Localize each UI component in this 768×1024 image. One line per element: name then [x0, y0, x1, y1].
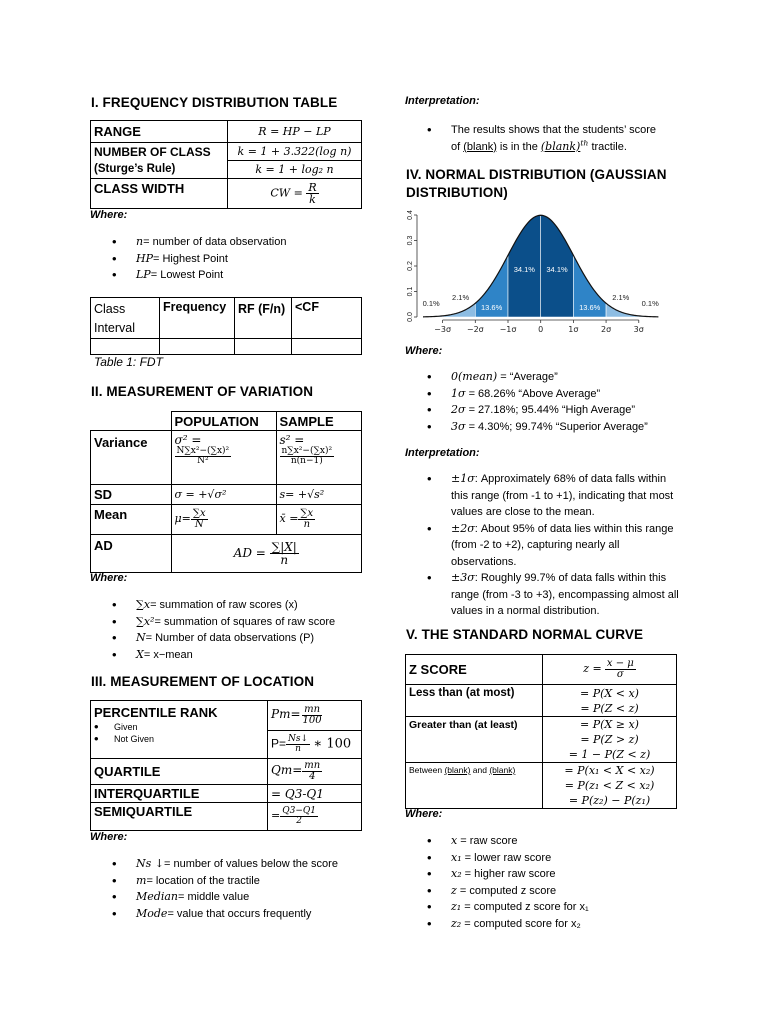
variation-symbol-list: [112, 597, 335, 663]
x-tick-label: −2σ: [466, 325, 484, 334]
list-item: • LP= Lowest Point: [112, 267, 287, 284]
normal-interpretation-list: [427, 471, 685, 620]
location-table: [90, 700, 362, 831]
section-title-location: III. MEASUREMENT OF LOCATION: [91, 674, 315, 689]
fdt-table: [90, 297, 362, 355]
fdt-header-rf: RF (F/n): [235, 298, 292, 339]
mean-label: Mean: [91, 505, 172, 535]
ad-label: AD: [91, 535, 172, 573]
percent-label: 0.1%: [422, 299, 440, 308]
x-tick-label: 3σ: [633, 325, 644, 334]
percent-label: 0.1%: [641, 299, 659, 308]
between-formula: = P(x₁ < X < x₂) = P(z₁ < Z < x₂) = P(z₂) − P(z₁): [543, 763, 677, 809]
list-item: • N= Number of data observations (P): [112, 630, 335, 647]
where-label: Where:: [405, 808, 443, 820]
semiquartile-formula: = $\frac{Q3-Q1}{2}$: [268, 803, 362, 831]
x-tick-label: −1σ: [499, 325, 517, 334]
y-tick-label: 0.0: [407, 312, 414, 322]
ad-formula: AD = $\frac{\sum|X|}{n}$: [171, 535, 362, 573]
interpretation-label: Interpretation:: [405, 95, 480, 107]
quartile-formula: Qm= $\frac{mn}{4}$: [268, 759, 362, 785]
where-label: Where:: [90, 831, 128, 843]
greater-than-label: Greater than (at least): [406, 717, 543, 763]
table-cell: [160, 339, 235, 355]
variation-table: [90, 411, 362, 573]
interquartile-label: INTERQUARTILE: [91, 785, 268, 803]
percentile-rank-label: PERCENTILE RANK • Given • Not Given: [91, 701, 268, 759]
sd-population: σ = +√σ²: [171, 485, 276, 505]
fdt-header-frequency: Frequency: [160, 298, 235, 339]
normal-distribution-chart: [403, 205, 683, 335]
mean-sample: x̄ = $\frac{\sum x}{n}$: [276, 505, 362, 535]
table-cell: [91, 339, 160, 355]
header-population: POPULATION: [171, 412, 276, 431]
table-cell: [91, 412, 172, 431]
percent-label: 34.1%: [546, 265, 568, 274]
y-tick-label: 0.3: [407, 235, 414, 246]
where-label: Where:: [90, 209, 128, 221]
list-item: • ±2σ: About 95% of data lies within this range (from -2 to +2), capturing nearly all observations.: [427, 521, 685, 571]
list-item: • ±3σ: Roughly 99.7% of data falls within this range (from -3 to +3), encompassing almost all values in a normal distribution.: [427, 570, 685, 620]
sd-sample: s= +√s²: [276, 485, 362, 505]
sturges-rule-label: (Sturge’s Rule): [91, 161, 228, 179]
where-label: Where:: [405, 345, 443, 357]
table-cell: [235, 339, 292, 355]
number-of-class-label: NUMBER OF CLASS: [91, 143, 228, 161]
x-tick-label: −3σ: [434, 325, 452, 334]
percentile-given-formula: Pm= $\frac{mn}{100}$: [268, 701, 362, 731]
list-item: • n= number of data observation: [112, 234, 287, 251]
table-cell: [292, 339, 362, 355]
less-than-formula: = P(X < x) = P(Z < z): [543, 685, 677, 717]
section-title-normal: IV. NORMAL DISTRIBUTION (GAUSSIAN DISTRIBUTION): [406, 167, 667, 200]
variance-sample: s² = $\frac{\text{n∑x²−(∑x)²}}{n(n-1)}$: [276, 431, 362, 485]
header-sample: SAMPLE: [276, 412, 362, 431]
list-item: • 1σ = 68.26% “Above Average”: [427, 386, 648, 403]
fdt-formula-table: [90, 120, 362, 209]
list-item: • Median= middle value: [112, 889, 338, 906]
list-item: • x₁ = lower raw score: [427, 850, 589, 867]
list-item: • ∑x²= summation of squares of raw score: [112, 614, 335, 631]
list-item: • Mode= value that occurs frequently: [112, 906, 338, 923]
interpretation-list: [427, 122, 687, 155]
percent-label: 13.6%: [579, 303, 601, 312]
list-item: • ∑x= summation of raw scores (x): [112, 597, 335, 614]
section-title-standard-normal: V. THE STANDARD NORMAL CURVE: [406, 627, 644, 642]
list-item: • Not Given: [94, 733, 264, 745]
z-score-formula: z = $\frac{x - \mu}{\sigma}$: [543, 655, 677, 685]
y-tick-label: 0.4: [407, 210, 414, 220]
percent-label: 2.1%: [452, 293, 470, 302]
semiquartile-label: SEMIQUARTILE: [91, 803, 268, 831]
list-item: • x₂ = higher raw score: [427, 866, 589, 883]
list-item: • The results shows that the students’ score of (blank) is in the (blank)$^{th}$ tractile.: [427, 122, 687, 155]
z-score-label: Z SCORE: [406, 655, 543, 685]
quartile-label: QUARTILE: [91, 759, 268, 785]
percent-label: 2.1%: [612, 293, 630, 302]
variance-population: σ² = $\frac{\text{N∑x²−(∑x)²}}{\text{N²}}$: [171, 431, 276, 485]
x-tick-label: 0: [538, 325, 544, 334]
greater-than-formula: = P(X ≥ x) = P(Z > z) = 1 − P(Z < z): [543, 717, 677, 763]
sturges-rule-formula: k = 1 + log₂ n: [228, 161, 362, 179]
section-title-frequency: I. FREQUENCY DISTRIBUTION TABLE: [91, 95, 338, 110]
standard-normal-table: [405, 654, 677, 809]
x-tick-label: 2σ: [600, 325, 612, 334]
variance-label: Variance: [91, 431, 172, 485]
list-item: • m= location of the tractile: [112, 873, 338, 890]
list-item: • z = computed z score: [427, 883, 589, 900]
list-item: • HP= Highest Point: [112, 251, 287, 268]
x-tick-label: 1σ: [568, 325, 579, 334]
list-item: • 3σ = 4.30%; 99.74% “Superior Average”: [427, 419, 648, 436]
fdt-symbol-list: [112, 234, 287, 284]
list-item: • ±1σ: Approximately 68% of data falls within this range (from -1 to +1), indicating that most values are close to the mean.: [427, 471, 685, 521]
where-label: Where:: [90, 572, 128, 584]
range-formula: R = HP − LP: [228, 121, 362, 143]
list-item: • z₁ = computed z score for x₁: [427, 899, 589, 916]
list-item: • Ns ↓= number of values below the score: [112, 856, 338, 873]
standard-normal-symbol-list: [427, 833, 589, 932]
y-tick-label: 0.1: [407, 286, 414, 297]
list-item: • X= x−mean: [112, 647, 335, 664]
normal-symbol-list: [427, 369, 648, 435]
class-width-label: CLASS WIDTH: [91, 179, 228, 209]
fdt-header-class-interval: Class Interval: [91, 298, 160, 339]
interpretation-label: Interpretation:: [405, 447, 480, 459]
table-caption: Table 1: FDT: [94, 355, 163, 369]
list-item: • Given: [94, 721, 264, 733]
less-than-label: Less than (at most): [406, 685, 543, 717]
list-item: • 2σ = 27.18%; 95.44% “High Average”: [427, 402, 648, 419]
list-item: • 0(mean) = “Average”: [427, 369, 648, 386]
list-item: • z₂ = computed score for x₂: [427, 916, 589, 933]
mean-population: μ= $\frac{\sum x}{N}$: [171, 505, 276, 535]
interquartile-formula: = Q3-Q1: [268, 785, 362, 803]
percent-label: 34.1%: [513, 265, 535, 274]
list-item: • x = raw score: [427, 833, 589, 850]
fdt-header-cf: <CF: [292, 298, 362, 339]
percent-label: 13.6%: [481, 303, 503, 312]
range-label: RANGE: [91, 121, 228, 143]
location-symbol-list: [112, 856, 338, 922]
number-of-class-formula: k = 1 + 3.322(log n): [228, 143, 362, 161]
class-width-formula: CW = $\frac{R}{k}$: [228, 179, 362, 209]
section-title-variation: II. MEASUREMENT OF VARIATION: [91, 384, 314, 399]
percentile-not-given-formula: P= $\frac{Ns↓}{n}$ ∗ 100: [268, 731, 362, 759]
between-label: Between (blank) and (blank): [406, 763, 543, 809]
y-tick-label: 0.2: [407, 261, 414, 271]
sd-label: SD: [91, 485, 172, 505]
